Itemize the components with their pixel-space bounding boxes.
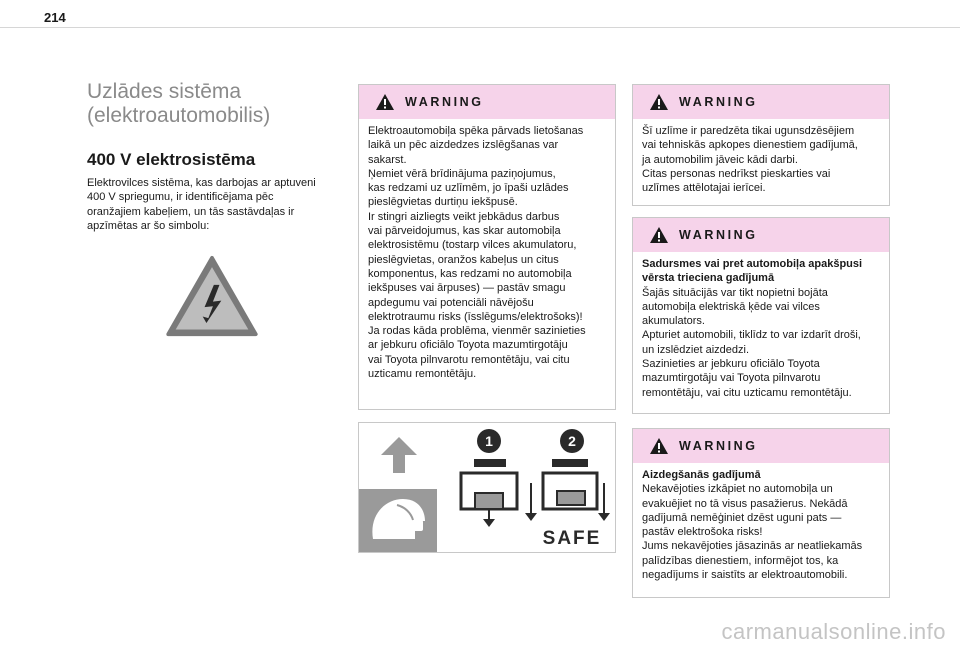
step-1-badge: 1	[485, 433, 493, 449]
text-line: kas redzami uz uzlīmēm, jo īpaši uzlādes	[368, 182, 569, 195]
safe-label-drawing	[359, 423, 615, 552]
text-line: ja automobilim jāveic kādi darbi.	[642, 153, 798, 166]
warning-text	[633, 252, 889, 400]
text-line: vērsta trieciena gadījumā	[642, 272, 775, 285]
warning-text	[633, 119, 889, 195]
text-line: apzīmētas ar šo simbolu:	[87, 219, 210, 232]
text-line: elektrotraumu risks (īsslēgums/elektrošoks)!	[368, 310, 583, 323]
page-number: 214	[44, 10, 66, 25]
warning-lines	[642, 482, 881, 582]
section-column	[87, 80, 337, 337]
text-line: sakarst.	[368, 153, 407, 166]
text-line: 400 V spriegumu, ir identificējama pēc	[87, 191, 274, 204]
text-line: pieslēgvietas durtiņu iekšpusē.	[368, 196, 518, 209]
section-title-line2: (elektroautomobilis)	[87, 104, 271, 127]
warning-heading	[642, 257, 881, 286]
warning-label: WARNING	[679, 95, 758, 109]
text-line: akumulators.	[642, 315, 705, 328]
warning-heading	[642, 468, 881, 482]
text-line: uzlīmes attēlotajai ierīcei.	[642, 182, 766, 195]
warning-text	[633, 463, 889, 582]
text-line: Jums nekavējoties jāsazinās ar neatliekamās	[642, 540, 863, 553]
text-line: Ja rodas kāda problēma, vienmēr sazinieties	[368, 325, 586, 338]
safe-text: SAFE	[542, 528, 602, 549]
warning-header	[633, 218, 889, 252]
text-line: mazumtirgotāju vai Toyota pilnvarotu	[642, 372, 821, 385]
text-line: Elektrovilces sistēma, kas darbojas ar aptuveni	[87, 177, 316, 189]
warning-lines	[642, 286, 881, 400]
text-line: Citas personas nedrīkst pieskarties vai	[642, 167, 831, 180]
text-line: negadījums ir saistīts ar elektroautomobili.	[642, 569, 848, 582]
text-line: Sazinieties ar jebkuru oficiālo Toyota	[642, 358, 820, 371]
warning-label: WARNING	[679, 228, 758, 242]
warning-box-collision	[632, 217, 890, 414]
text-line: elektrosistēmu (tostarp vilces akumulatoru,	[368, 239, 577, 252]
text-line: uzticamu remontētāju.	[368, 368, 477, 381]
warning-box-fire	[632, 428, 890, 598]
text-line: automobiļa elektriskā ķēde vai vilces	[642, 300, 820, 313]
warning-triangle-icon	[649, 226, 669, 244]
warning-label: WARNING	[679, 439, 758, 453]
text-line: pieslēgvietas, oranžos kabeļus un citus	[368, 253, 559, 266]
text-line: Šī uzlīme ir paredzēta tikai ugunsdzēsējiem	[642, 125, 855, 137]
text-line: laikā un pēc aizdedzes izslēgšanas var	[368, 139, 559, 152]
text-line: ar jebkuru oficiālo Toyota mazumtirgotāju	[368, 339, 568, 352]
text-line: Aizdegšanās gadījumā	[642, 469, 761, 481]
text-line: apdegumu vai potenciāli nāvējošu	[368, 296, 534, 309]
text-line: gadījumā nemēģiniet dzēst uguni pats —	[642, 511, 842, 524]
text-line: komponentus, kas redzami no automobiļa	[368, 267, 572, 280]
section-title	[87, 80, 337, 128]
warning-label: WARNING	[405, 95, 484, 109]
text-line: oranžajiem kabeļiem, un tās sastāvdaļas ir	[87, 205, 295, 218]
text-line: remontētāju, vai citu uzticamu remontētāju.	[642, 386, 852, 399]
text-line: Apturiet automobili, tiklīdz to var izdarīt droši,	[642, 329, 861, 342]
warning-box-charging-system	[358, 84, 616, 410]
step-2-badge: 2	[568, 433, 576, 449]
text-line: Nekavējoties izkāpiet no automobiļa un	[642, 483, 833, 496]
warning-header	[633, 429, 889, 463]
header-rule	[0, 27, 960, 28]
warning-triangle-icon	[375, 93, 395, 111]
warning-triangle-icon	[649, 437, 669, 455]
text-line: vai Toyota pilnvarotu remontētāju, vai citu	[368, 353, 570, 366]
warning-text	[359, 119, 615, 381]
warning-box-firefighter-label	[632, 84, 890, 206]
text-line: evakuējiet no tā visus pasažierus. Nekādā	[642, 497, 848, 510]
text-line: pastāv elektrošoka risks!	[642, 526, 763, 539]
high-voltage-icon	[165, 255, 259, 337]
warning-triangle-icon	[649, 93, 669, 111]
text-line: un izslēdziet aizdedzi.	[642, 343, 750, 356]
watermark: carmanualsonline.info	[721, 619, 946, 644]
intro-text	[87, 176, 337, 233]
text-line: Ņemiet vērā brīdinājuma paziņojumus,	[368, 167, 556, 180]
text-line: vai pārveidojumus, kas skar automobiļa	[368, 225, 561, 238]
subsection-title: 400 V elektrosistēma	[87, 150, 256, 169]
text-line: Ir stingri aizliegts veikt jebkādus darbus	[368, 210, 560, 223]
warning-header	[633, 85, 889, 119]
text-line: palīdzības dienestiem, informējot tos, ka	[642, 554, 839, 567]
text-line: Elektroautomobiļa spēka pārvads lietošanas	[368, 125, 584, 137]
text-line: vai tehniskās apkopes dienestiem gadījumā,	[642, 139, 858, 152]
text-line: iekšpuses vai ārpuses) — pastāv smagu	[368, 282, 566, 295]
safe-label-illustration	[358, 422, 616, 553]
text-line: Šajās situācijās var tikt nopietni bojāta	[642, 286, 828, 299]
section-title-line1: Uzlādes sistēma	[87, 80, 242, 103]
warning-header	[359, 85, 615, 119]
text-line: Sadursmes vai pret automobiļa apakšpusi	[642, 258, 863, 270]
